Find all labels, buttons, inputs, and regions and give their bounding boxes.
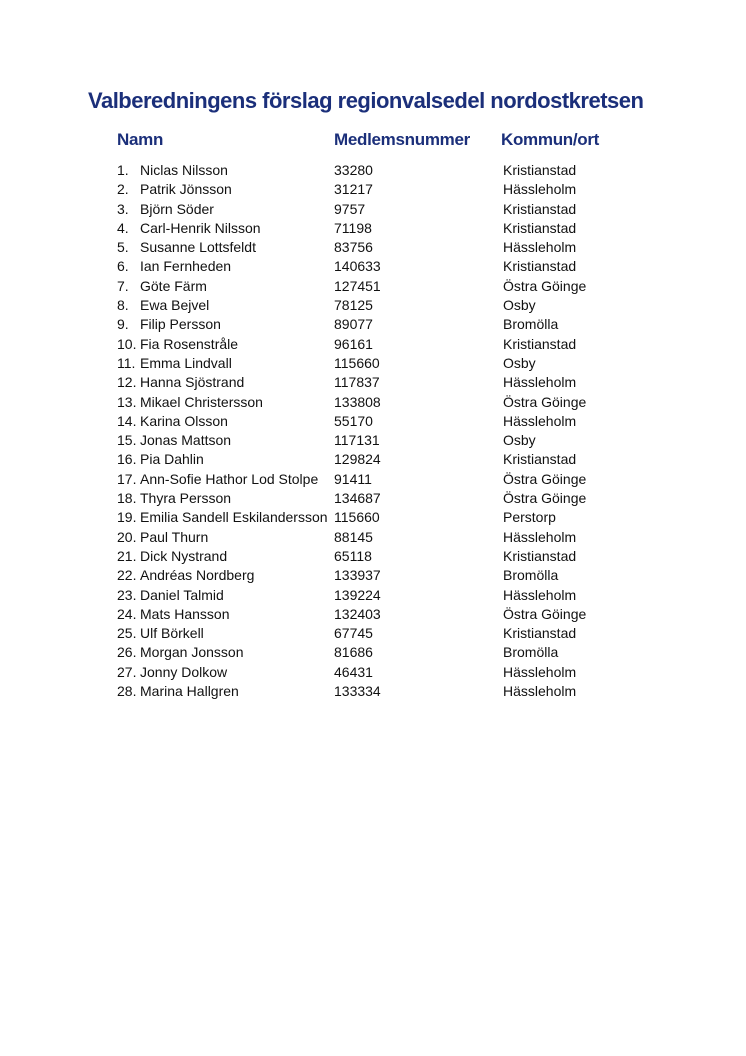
list-item-name: Mikael Christersson xyxy=(140,393,263,410)
list-item-member-number: 9757 xyxy=(334,200,366,217)
list-item-member-number: 33280 xyxy=(334,162,373,178)
list-item-name: Ian Fernheden xyxy=(140,258,232,275)
list-item-municipality: Osby xyxy=(503,297,536,314)
list-item xyxy=(0,587,746,606)
list-item-index: 25. xyxy=(117,625,137,642)
list-item-member-number: 89077 xyxy=(334,316,373,333)
list-item-member-number: 81686 xyxy=(334,644,373,661)
list-item-municipality: Bromölla xyxy=(503,644,559,661)
list-item xyxy=(0,548,746,567)
list-item-name: Carl-Henrik Nilsson xyxy=(140,219,261,236)
list-item-member-number: 88145 xyxy=(334,528,373,545)
list-item-name: Marina Hallgren xyxy=(140,683,239,700)
list-item-municipality: Östra Göinge xyxy=(503,277,587,294)
list-item-member-number: 117837 xyxy=(334,374,380,391)
list-item xyxy=(0,644,746,663)
list-item-member-number: 55170 xyxy=(334,412,373,429)
list-item-member-number: 133808 xyxy=(334,393,381,410)
list-item xyxy=(0,509,746,528)
list-item xyxy=(0,355,746,374)
list-item-municipality: Osby xyxy=(503,432,536,449)
list-item-name: Filip Persson xyxy=(140,316,221,333)
list-item-index: 19. xyxy=(117,509,137,526)
list-item-index: 22. xyxy=(117,567,137,584)
column-header-name: Namn xyxy=(117,130,164,149)
list-item-index: 15. xyxy=(117,432,137,449)
list-item-name: Paul Thurn xyxy=(140,528,209,545)
list-item-municipality: Kristianstad xyxy=(503,625,577,642)
list-item xyxy=(0,683,746,702)
list-item-municipality: Osby xyxy=(503,354,536,371)
list-item-index: 14. xyxy=(117,412,137,429)
list-item xyxy=(0,529,746,548)
list-item-name: Mats Hansson xyxy=(140,605,230,622)
list-item-municipality: Perstorp xyxy=(503,509,556,526)
column-header-municipality: Kommun/ort xyxy=(501,130,600,149)
list-item xyxy=(0,490,746,509)
list-item-index: 27. xyxy=(117,663,137,680)
list-item-member-number: 91411 xyxy=(334,470,372,487)
list-item-name: Jonny Dolkow xyxy=(140,663,228,680)
list-item-municipality: Kristianstad xyxy=(503,258,577,275)
list-item xyxy=(0,162,746,181)
list-item-municipality: Östra Göinge xyxy=(503,490,587,507)
list-item xyxy=(0,201,746,220)
list-item-municipality: Östra Göinge xyxy=(503,470,587,487)
list-item xyxy=(0,278,746,297)
list-item-member-number: 134687 xyxy=(334,490,381,507)
list-item-index: 7. xyxy=(117,277,129,294)
list-item xyxy=(0,239,746,258)
list-item xyxy=(0,471,746,490)
list-item-municipality: Kristianstad xyxy=(503,162,577,178)
list-item xyxy=(0,297,746,316)
list-item-name: Dick Nystrand xyxy=(140,547,228,564)
list-item-index: 26. xyxy=(117,644,137,661)
list-item-municipality: Kristianstad xyxy=(503,547,577,564)
list-item-municipality: Kristianstad xyxy=(503,219,577,236)
list-item xyxy=(0,316,746,335)
list-item-member-number: 96161 xyxy=(334,335,373,352)
list-item-member-number: 132403 xyxy=(334,605,381,622)
list-item-name: Niclas Nilsson xyxy=(140,162,228,178)
list-item xyxy=(0,258,746,277)
list-item-name: Pia Dahlin xyxy=(140,451,204,468)
list-item-municipality: Hässleholm xyxy=(503,683,577,700)
list-item xyxy=(0,394,746,413)
list-item-index: 12. xyxy=(117,374,137,391)
list-item-name: Göte Färm xyxy=(140,277,207,294)
list-item-member-number: 71198 xyxy=(334,219,372,236)
list-item-index: 5. xyxy=(117,239,129,256)
list-item-municipality: Hässleholm xyxy=(503,374,577,391)
list-item-name: Ann-Sofie Hathor Lod Stolpe xyxy=(140,470,319,487)
list-item xyxy=(0,625,746,644)
list-item-index: 20. xyxy=(117,528,137,545)
list-item-member-number: 65118 xyxy=(334,547,372,564)
list-item-index: 24. xyxy=(117,605,137,622)
list-item-name: Morgan Jonsson xyxy=(140,644,244,661)
list-item-member-number: 31217 xyxy=(334,181,373,198)
list-item-municipality: Hässleholm xyxy=(503,239,577,256)
list-item-name: Daniel Talmid xyxy=(140,586,224,603)
list-item-name: Susanne Lottsfeldt xyxy=(140,239,256,256)
list-item xyxy=(0,567,746,586)
list-item xyxy=(0,374,746,393)
list-item-name: Emma Lindvall xyxy=(140,354,232,371)
list-item-member-number: 46431 xyxy=(334,663,373,680)
list-item xyxy=(0,220,746,239)
list-item xyxy=(0,432,746,451)
list-item-municipality: Hässleholm xyxy=(503,412,577,429)
list-item-index: 23. xyxy=(117,586,137,603)
list-item xyxy=(0,664,746,683)
list-item-municipality: Hässleholm xyxy=(503,181,577,198)
list-item xyxy=(0,451,746,470)
candidate-list xyxy=(0,162,746,702)
list-item-municipality: Bromölla xyxy=(503,316,559,333)
column-header-member-number: Medlemsnummer xyxy=(334,130,470,149)
list-item-member-number: 117131 xyxy=(334,432,380,449)
list-item-member-number: 133937 xyxy=(334,567,381,584)
list-item-index: 18. xyxy=(117,490,137,507)
list-item-municipality: Bromölla xyxy=(503,567,559,584)
list-item-member-number: 127451 xyxy=(334,277,381,294)
list-item-index: 21. xyxy=(117,547,137,564)
list-item xyxy=(0,181,746,200)
list-item-name: Karina Olsson xyxy=(140,412,228,429)
list-item-index: 6. xyxy=(117,258,129,275)
list-item-member-number: 129824 xyxy=(334,451,381,468)
list-item-index: 13. xyxy=(117,393,137,410)
table-header xyxy=(0,130,746,152)
list-item-index: 3. xyxy=(117,200,129,217)
list-item-index: 1. xyxy=(117,162,129,178)
page-title: Valberedningens förslag regionvalsedel nordostkretsen xyxy=(88,88,644,113)
list-item-member-number: 139224 xyxy=(334,586,381,603)
list-item-municipality: Kristianstad xyxy=(503,451,577,468)
list-item-index: 17. xyxy=(117,470,137,487)
list-item-name: Thyra Persson xyxy=(140,490,232,507)
list-item-member-number: 140633 xyxy=(334,258,381,275)
list-item-member-number: 83756 xyxy=(334,239,373,256)
list-item-index: 11. xyxy=(117,354,136,371)
list-item-name: Björn Söder xyxy=(140,200,214,217)
list-item-name: Andréas Nordberg xyxy=(140,567,255,584)
list-item-municipality: Östra Göinge xyxy=(503,393,587,410)
list-item-municipality: Hässleholm xyxy=(503,586,577,603)
list-item-name: Patrik Jönsson xyxy=(140,181,232,198)
list-item-municipality: Kristianstad xyxy=(503,335,577,352)
list-item-member-number: 115660 xyxy=(334,509,380,526)
list-item-index: 2. xyxy=(117,181,129,198)
list-item xyxy=(0,606,746,625)
list-item-index: 28. xyxy=(117,683,137,700)
list-item-municipality: Hässleholm xyxy=(503,663,577,680)
list-item-name: Emilia Sandell Eskilandersson xyxy=(140,509,328,526)
list-item-member-number: 115660 xyxy=(334,354,380,371)
list-item-municipality: Hässleholm xyxy=(503,528,577,545)
list-item-member-number: 67745 xyxy=(334,625,373,642)
list-item-index: 16. xyxy=(117,451,137,468)
list-item-index: 9. xyxy=(117,316,129,333)
list-item-municipality: Kristianstad xyxy=(503,200,577,217)
list-item-name: Ulf Börkell xyxy=(140,625,204,642)
list-item-name: Hanna Sjöstrand xyxy=(140,374,245,391)
list-item-name: Jonas Mattson xyxy=(140,432,232,449)
list-item-index: 8. xyxy=(117,297,129,314)
list-item-name: Ewa Bejvel xyxy=(140,297,210,314)
list-item-name: Fia Rosenstråle xyxy=(140,335,239,352)
list-item-index: 10. xyxy=(117,335,137,352)
list-item-municipality: Östra Göinge xyxy=(503,605,587,622)
list-item-member-number: 133334 xyxy=(334,683,381,700)
list-item xyxy=(0,336,746,355)
list-item-index: 4. xyxy=(117,219,129,236)
list-item-member-number: 78125 xyxy=(334,297,373,314)
list-item xyxy=(0,413,746,432)
